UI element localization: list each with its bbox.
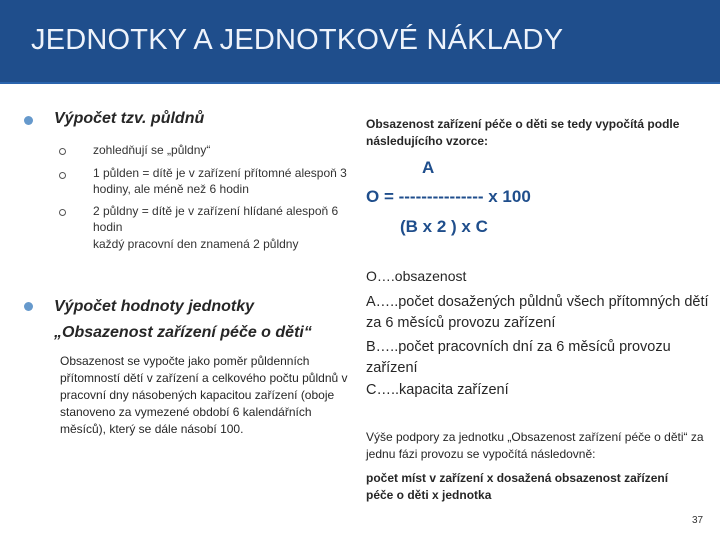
definition-c: C…..kapacita zařízení bbox=[366, 382, 509, 398]
slide-header bbox=[0, 0, 720, 84]
page-number: 37 bbox=[692, 515, 704, 526]
section1-item-1: zohledňují se „půldny“ bbox=[93, 143, 211, 157]
bullet-dot-icon bbox=[24, 302, 33, 311]
header-rule bbox=[0, 82, 720, 84]
section1-heading: Výpočet tzv. půldnů bbox=[54, 110, 205, 127]
support-formula: počet míst v zařízení x dosažená obsazenost zařízení péče o děti x jednotka bbox=[366, 471, 669, 502]
ring-bullet-icon bbox=[59, 172, 66, 179]
definition-o: O….obsazenost bbox=[366, 268, 467, 284]
definition-b: B…..počet pracovních dní za 6 měsíců provozu zařízení bbox=[366, 339, 671, 376]
ring-bullet-icon bbox=[59, 209, 66, 216]
formula-denominator: (B x 2 ) x C bbox=[400, 217, 488, 236]
slide-title: JEDNOTKY A JEDNOTKOVÉ NÁKLADY bbox=[31, 24, 564, 56]
section2-paragraph: Obsazenost se vypočte jako poměr půldenních přítomností dětí v zařízení a celkového počtu půldnů v pracovní dny násobených kapacitou zařízení (oboje stanoveno za vymezené období 6 kalendářních měsíců), který se dále násobí 100. bbox=[60, 354, 348, 436]
ring-bullet-icon bbox=[59, 148, 66, 155]
formula-main: O = --------------- x 100 bbox=[366, 187, 531, 206]
bullet-dot-icon bbox=[24, 116, 33, 125]
support-text: Výše podpory za jednotku „Obsazenost zařízení péče o děti“ za jednu fázi provozu se vypočítá následovně: bbox=[366, 430, 704, 461]
section1-item-2: 1 půlden = dítě je v zařízení přítomné alespoň 3 hodiny, ale méně než 6 hodin bbox=[93, 166, 347, 196]
section1-item-4: každý pracovní den znamená 2 půldny bbox=[93, 237, 299, 251]
formula-numerator: A bbox=[422, 158, 435, 177]
formula-intro: Obsazenost zařízení péče o děti se tedy vypočítá podle následujícího vzorce: bbox=[366, 117, 680, 148]
definition-a: A…..počet dosažených půldnů všech přítomných dětí za 6 měsíců provozu zařízení bbox=[366, 294, 709, 331]
section2-subheading: „Obsazenost zařízení péče o děti“ bbox=[54, 324, 312, 341]
section1-item-3: 2 půldny = dítě je v zařízení hlídané alespoň 6 hodin bbox=[93, 204, 339, 234]
section2-heading: Výpočet hodnoty jednotky bbox=[54, 298, 255, 315]
